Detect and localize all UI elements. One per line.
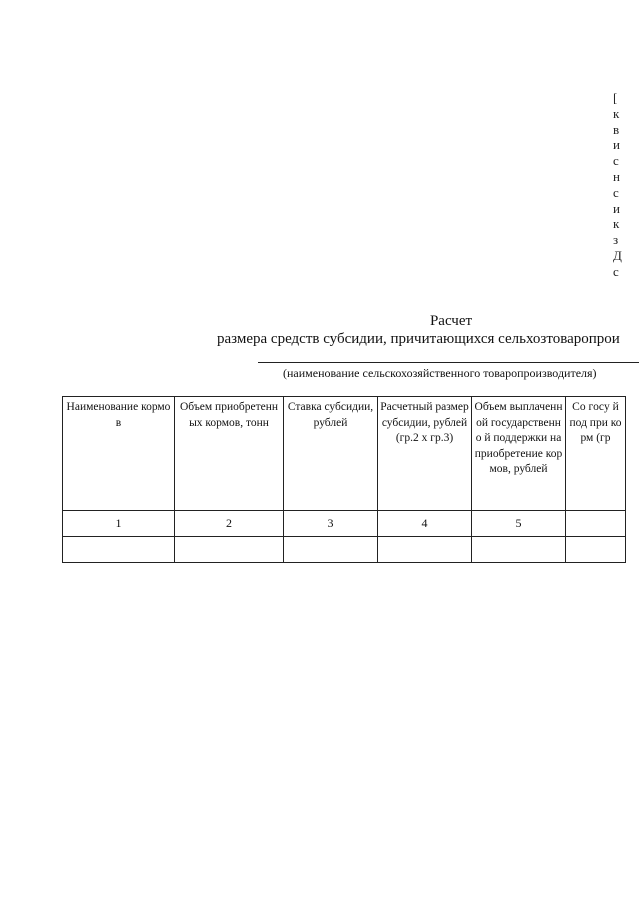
header-feed-name: Наименование кормов xyxy=(63,397,175,511)
side-letter: и xyxy=(613,200,620,216)
side-letter: с xyxy=(613,184,619,200)
header-calculated-subsidy: Расчетный размер субсидии, рублей (гр.2 х гр.3) xyxy=(378,397,472,511)
side-letter: в xyxy=(613,121,620,137)
side-letter: н xyxy=(613,168,620,184)
table-cell xyxy=(472,537,566,563)
table-cell xyxy=(284,537,378,563)
column-number xyxy=(566,511,626,537)
document-subtitle: размера средств субсидии, причитающихся сельхозтоваропрои xyxy=(217,331,620,347)
column-number: 5 xyxy=(472,511,566,537)
column-number: 3 xyxy=(284,511,378,537)
header-subsidy-rate: Ставка субсидии, рублей xyxy=(284,397,378,511)
side-letter: к xyxy=(613,105,620,121)
table-cell xyxy=(566,537,626,563)
table-cell xyxy=(63,537,175,563)
fill-in-line xyxy=(258,362,639,363)
table-cell xyxy=(175,537,284,563)
side-letter: з xyxy=(613,232,619,248)
table-cell xyxy=(378,537,472,563)
side-letter: и xyxy=(613,137,620,153)
table-row xyxy=(63,537,626,563)
column-number: 2 xyxy=(175,511,284,537)
side-letter: Д xyxy=(613,247,622,263)
producer-name-caption: (наименование сельскохозяйственного товаропроизводителя) xyxy=(283,366,597,380)
header-cut-off-column: Со гocy й под при корм (гр xyxy=(566,397,626,511)
column-number-row xyxy=(63,511,626,537)
table-header-row xyxy=(63,397,626,511)
header-feed-volume: Объем приобретенных кормов, тонн xyxy=(175,397,284,511)
subsidy-calculation-table xyxy=(62,396,626,563)
cut-off-right-margin-text xyxy=(613,90,637,280)
column-number: 1 xyxy=(63,511,175,537)
document-title: Расчет xyxy=(429,313,473,329)
side-letter: [ xyxy=(613,90,618,105)
side-letter: с xyxy=(613,263,619,279)
side-letter: к xyxy=(613,216,620,232)
side-letter: с xyxy=(613,153,619,169)
header-paid-support: Объем выплаченной государственно й поддержки на приобретение кормов, рублей xyxy=(472,397,566,511)
column-number: 4 xyxy=(378,511,472,537)
